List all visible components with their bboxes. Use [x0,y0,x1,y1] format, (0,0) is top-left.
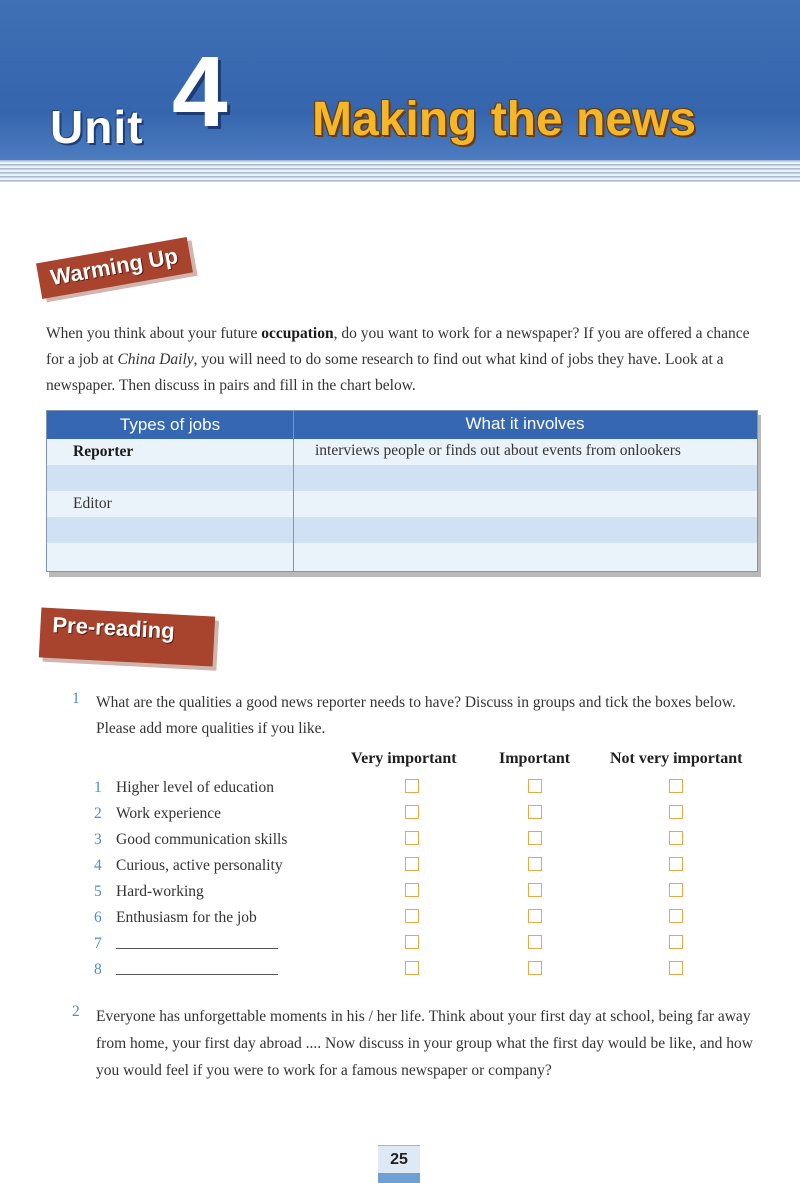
warming-up-intro [46,321,758,399]
checkbox-not-very-important[interactable] [669,909,683,923]
checkbox-not-very-important[interactable] [669,857,683,871]
checkbox-important[interactable] [528,909,542,923]
checkbox-very-important[interactable] [405,883,419,897]
blank-answer-line[interactable] [116,948,278,949]
checkbox-important[interactable] [528,961,542,975]
item-number: 5 [94,883,102,900]
table-row [47,465,757,491]
checkbox-not-very-important[interactable] [669,831,683,845]
quality-item: Higher level of education [116,779,274,796]
question-1-text: What are the qualities a good news reporter needs to have? Discuss in groups and tick the boxes below. Please add more qualities if you like. [96,694,736,737]
item-number: 8 [94,961,102,978]
checkbox-not-very-important[interactable] [669,779,683,793]
checkbox-not-very-important[interactable] [669,805,683,819]
question-2-text: Everyone has unforgettable moments in his / her life. Think about your first day at school, being far away from home, your first day abroad .... Now discuss in your group what the first day would be like, and how you would feel if you were to work for a famous newspaper or company? [96,1008,753,1079]
quality-item: Enthusiasm for the job [116,909,257,926]
checkbox-very-important[interactable] [405,831,419,845]
column-divider [293,411,294,571]
intro-text-2: , do you want to work for a newspaper? If you are offered a chance for a job at [46,325,750,368]
intro-newspaper-name: China Daily [117,351,194,368]
chart-header-row [47,411,757,439]
unit-header-band [0,0,800,160]
column-header-types-of-jobs: Types of jobs [119,415,221,434]
table-row [47,517,757,543]
checkbox-very-important[interactable] [405,935,419,949]
header-divider [0,160,800,182]
checkbox-very-important[interactable] [405,805,419,819]
intro-text-1: When you think about your future [46,325,262,342]
section-tag-pre-reading: Pre-reading [39,607,215,666]
blank-answer-line[interactable] [116,974,278,975]
checkbox-very-important[interactable] [405,909,419,923]
checkbox-important[interactable] [528,831,542,845]
intro-keyword: occupation [261,325,334,342]
question-number: 1 [72,690,80,707]
quality-item: Good communication skills [116,831,288,848]
item-number: 4 [94,857,102,874]
quality-item: Work experience [116,805,222,822]
item-number: 1 [94,779,102,796]
item-number: 3 [94,831,102,848]
checkbox-very-important[interactable] [405,857,419,871]
unit-number: 4 [172,36,228,148]
table-row [47,491,757,517]
item-number: 6 [94,909,102,926]
checkbox-very-important[interactable] [405,961,419,975]
page-number: 25 [378,1145,420,1174]
checkbox-important[interactable] [528,935,542,949]
page-number-bar [378,1173,420,1183]
jobs-chart [46,410,758,572]
item-number: 7 [94,935,102,952]
checkbox-important[interactable] [528,857,542,871]
checkbox-very-important[interactable] [405,779,419,793]
unit-title: Making the news [312,93,697,146]
question-number: 2 [72,1003,80,1020]
column-header-what-it-involves: What it involves [465,414,585,433]
quality-item: Hard-working [116,883,204,900]
checkbox-not-very-important[interactable] [669,883,683,897]
checkbox-important[interactable] [528,779,542,793]
job-cell: Reporter [73,443,134,460]
description-cell: interviews people or finds out about events from onlookers [315,442,681,459]
section-tag-warming-up: Warming Up [36,237,193,299]
checkbox-important[interactable] [528,805,542,819]
unit-label: Unit [50,101,144,153]
column-very-important: Very important [351,750,457,767]
job-cell: Editor [73,495,112,512]
table-row [47,439,757,465]
intro-text-3: , you will need to do some research to find out what kind of jobs they have. Look at a newspaper. Then discuss in pairs and fill in the chart below. [46,351,724,394]
checkbox-not-very-important[interactable] [669,935,683,949]
checkbox-important[interactable] [528,883,542,897]
checkbox-not-very-important[interactable] [669,961,683,975]
table-row [47,543,757,571]
column-not-very-important: Not very important [610,750,743,767]
quality-item: Curious, active personality [116,857,283,874]
column-important: Important [499,750,571,767]
item-number: 2 [94,805,102,822]
